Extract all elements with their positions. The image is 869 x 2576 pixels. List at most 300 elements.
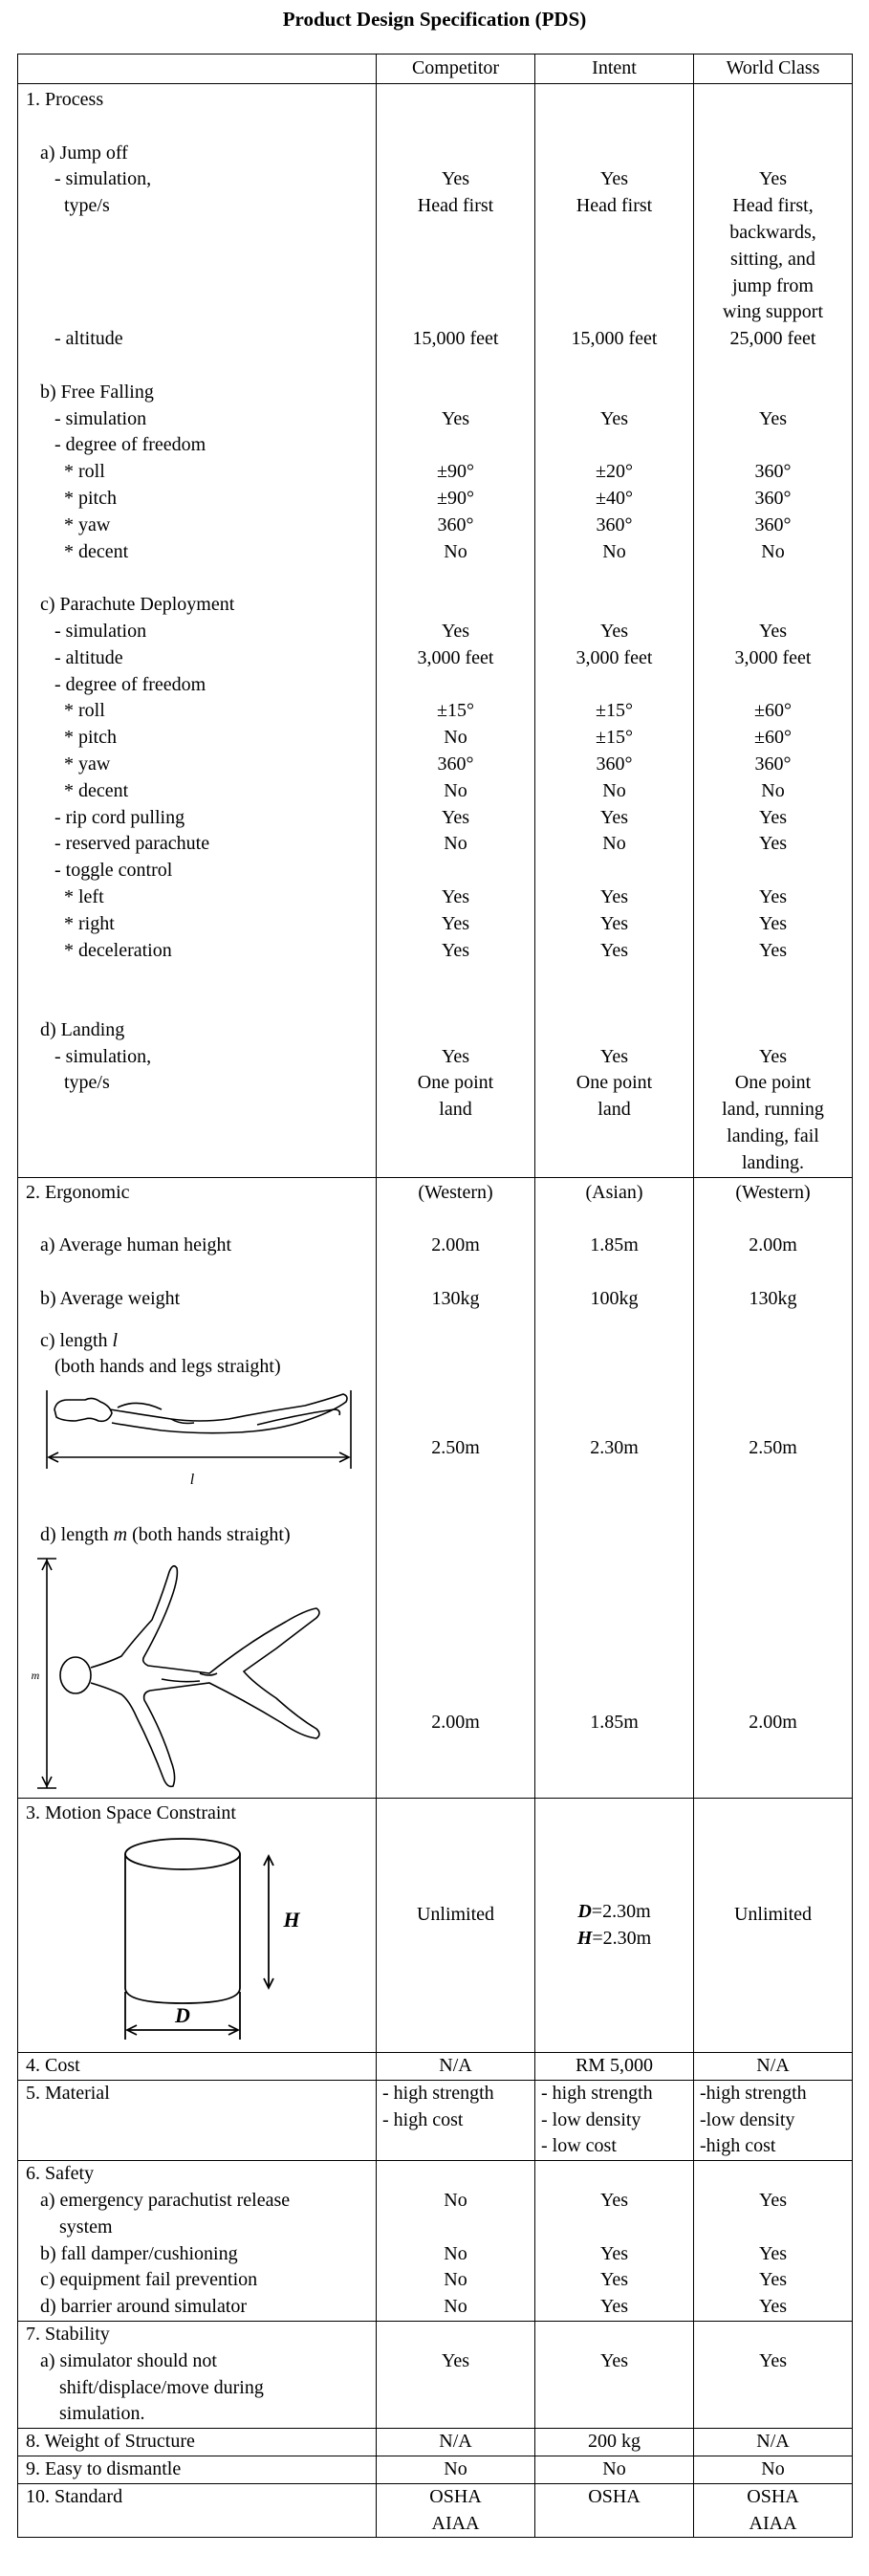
safety-intent: [535, 2161, 693, 2321]
material-row: [18, 2080, 853, 2160]
ergonomic-weight-label: b) Average weight: [26, 1287, 181, 1309]
process-intent-values-line: 3,000 feet: [576, 646, 653, 668]
process-competitor-values-line: [377, 432, 534, 459]
process-intent-values-line: Yes: [599, 939, 629, 961]
process-world-values-line: 3,000 feet: [734, 646, 812, 668]
process-competitor-values-line: Yes: [441, 407, 470, 429]
process-labels-line: - degree of freedom: [26, 673, 206, 695]
process-competitor-values-line: No: [444, 540, 467, 562]
process-world-values-line: ±60°: [754, 727, 792, 749]
spread-person-figure: [18, 1549, 377, 1798]
process-competitor-values-line: ±15°: [437, 700, 474, 722]
motion-world-cell: [694, 1799, 853, 2053]
safety-world-line: [694, 2215, 852, 2241]
weight-structure-competitor: N/A: [439, 2431, 472, 2453]
ergonomic-intent-group: (Asian): [585, 1181, 643, 1203]
cost-competitor: N/A: [439, 2055, 472, 2077]
ergonomic-competitor-length-l: 2.50m: [431, 1436, 480, 1458]
process-competitor-values-line: [377, 858, 534, 884]
stability-intent-line: [535, 2401, 693, 2428]
motion-label-cell: [18, 1799, 377, 2053]
ergonomic-world-cell: [694, 1177, 853, 1798]
stability-competitor-line: Yes: [441, 2349, 470, 2371]
process-world-values-line: landing.: [742, 1151, 804, 1173]
weight-structure-intent: 200 kg: [588, 2431, 641, 2453]
process-competitor-values-line: Head first: [417, 195, 494, 217]
stability-world: [694, 2322, 852, 2428]
process-competitor-values-line: Yes: [441, 1045, 470, 1067]
process-labels-line: c) Parachute Deployment: [26, 594, 235, 616]
safety-world-line: Yes: [758, 2269, 788, 2291]
process-intent-values-line: Yes: [599, 620, 629, 642]
process-world-values-line: Head first,: [732, 195, 814, 217]
process-world-values-line: No: [761, 540, 785, 562]
safety-labels: [18, 2161, 376, 2321]
process-world-values-line: [694, 432, 852, 459]
dismantle-row: [18, 2456, 853, 2484]
ergonomic-world-group: (Western): [735, 1181, 811, 1203]
process-intent-values-line: [535, 220, 693, 247]
cost-world: N/A: [756, 2055, 790, 2077]
material-world-line: -high strength: [700, 2082, 807, 2104]
motion-intent-h: H=2.30m: [576, 1927, 652, 1949]
process-world-values-line: Yes: [758, 939, 788, 961]
process-labels-line: - altitude: [26, 328, 123, 350]
process-world-values-line: landing, fail: [727, 1125, 819, 1147]
process-world-values-line: [694, 353, 852, 380]
process-world-values-line: One point: [734, 1072, 812, 1094]
stability-competitor-line: [377, 2375, 534, 2402]
process-world-values: [694, 87, 852, 1177]
process-labels-line: [26, 220, 376, 247]
length-m-variable: m: [113, 1524, 128, 1546]
process-competitor-values-line: Yes: [441, 885, 470, 907]
ergonomic-row: [18, 1177, 853, 1798]
process-intent-values-line: 360°: [596, 513, 633, 535]
process-labels-line: a) Jump off: [26, 142, 128, 164]
safety-competitor-line: [377, 2215, 534, 2241]
process-labels-line: * decent: [26, 779, 129, 801]
process-competitor-values-line: [377, 299, 534, 326]
process-competitor-values-line: [377, 592, 534, 619]
process-competitor-values-line: [377, 1017, 534, 1044]
process-competitor-values-line: 360°: [437, 753, 474, 775]
process-world-values-line: 360°: [754, 513, 792, 535]
process-labels-line: [26, 114, 376, 141]
process-world-values-line: [694, 565, 852, 592]
process-world-values-line: sitting, and: [730, 248, 815, 270]
process-label-cell: [18, 84, 377, 1178]
process-world-values-line: No: [761, 779, 785, 801]
process-intent-values-line: [535, 1124, 693, 1150]
standard-row: [18, 2483, 853, 2538]
process-competitor-values-line: land: [439, 1099, 472, 1121]
process-intent-values-line: [535, 964, 693, 991]
process-intent-values-line: 360°: [596, 753, 633, 775]
process-intent-values-line: [535, 592, 693, 619]
standard-intent: [535, 2484, 693, 2511]
weight-structure-world: N/A: [756, 2431, 790, 2453]
process-competitor-values-line: [377, 247, 534, 273]
process-competitor-values-line: Yes: [441, 939, 470, 961]
stability-intent: [535, 2322, 693, 2428]
process-world-values-line: [694, 592, 852, 619]
cylinder-figure: [18, 1827, 377, 2047]
process-intent-values-line: [535, 991, 693, 1017]
process-world-values-line: Yes: [758, 407, 788, 429]
process-labels-line: * pitch: [26, 487, 117, 509]
process-competitor-values-line: Yes: [441, 168, 470, 190]
process-labels-line: [26, 247, 376, 273]
dismantle-intent: No: [602, 2458, 626, 2479]
safety-labels-line: c) equipment fail prevention: [26, 2269, 258, 2291]
stability-labels-line: 7. Stability: [26, 2324, 110, 2346]
process-world-values-line: [694, 672, 852, 699]
process-intent-values-line: Yes: [599, 168, 629, 190]
stability-world-line: [694, 2375, 852, 2402]
process-competitor-values-line: [377, 353, 534, 380]
process-labels-line: - rip cord pulling: [26, 806, 185, 828]
process-competitor-values-line: [377, 273, 534, 300]
dismantle-competitor: No: [444, 2458, 467, 2479]
safety-competitor-line: No: [444, 2296, 467, 2318]
process-world-values-line: Yes: [758, 912, 788, 934]
process-competitor-values-line: Yes: [441, 806, 470, 828]
stability-competitor-line: [377, 2401, 534, 2428]
length-l-variable: l: [112, 1329, 119, 1351]
process-intent-values-line: 15,000 feet: [571, 328, 658, 350]
process-labels-line: - altitude: [26, 646, 123, 668]
material-world-line: -high cost: [700, 2135, 776, 2157]
process-labels-line: d) Landing: [26, 1018, 125, 1040]
process-labels-line: * decent: [26, 540, 129, 562]
process-competitor-values-line: No: [444, 833, 467, 855]
process-labels: [18, 87, 376, 1150]
ergonomic-world-height: 2.00m: [749, 1234, 797, 1256]
standard-label: 10. Standard: [26, 2485, 123, 2507]
process-labels-line: 1. Process: [26, 89, 104, 110]
material-world: [694, 2081, 852, 2160]
material-world-line: -low density: [700, 2108, 795, 2130]
process-competitor-values-line: 15,000 feet: [412, 328, 499, 350]
process-competitor-values-line: 3,000 feet: [417, 646, 494, 668]
process-competitor-values-line: ±90°: [437, 487, 474, 509]
cylinder-height-label: H: [283, 1907, 300, 1932]
process-labels-line: type/s: [26, 195, 110, 217]
process-intent-values-line: One point: [576, 1072, 653, 1094]
ergonomic-length-l-label: c) length l: [26, 1329, 119, 1351]
ergonomic-competitor-group: (Western): [418, 1181, 493, 1203]
process-intent-values-line: [535, 273, 693, 300]
safety-world-line: [694, 2161, 852, 2188]
safety-world-line: Yes: [758, 2242, 788, 2264]
process-labels-line: [26, 353, 376, 380]
standard-competitor-line: OSHA: [429, 2485, 482, 2507]
safety-competitor-line: [377, 2161, 534, 2188]
ergonomic-height-label: a) Average human height: [26, 1234, 232, 1256]
cost-label: 4. Cost: [26, 2055, 80, 2077]
process-competitor-cell: [377, 84, 535, 1178]
safety-competitor: [377, 2161, 534, 2321]
safety-world: [694, 2161, 852, 2321]
process-world-values-line: [694, 858, 852, 884]
ergonomic-length-l-sublabel: (both hands and legs straight): [26, 1356, 281, 1378]
document-title: Product Design Specification (PDS): [282, 8, 587, 31]
process-labels-line: [26, 299, 376, 326]
process-intent-values-line: [535, 87, 693, 114]
process-intent-values-line: [535, 353, 693, 380]
ergonomic-intent-cell: [535, 1177, 694, 1798]
motion-heading: 3. Motion Space Constraint: [26, 1802, 236, 1824]
process-intent-values-line: ±15°: [596, 700, 633, 722]
motion-competitor-cell: [377, 1799, 535, 2053]
process-world-values-line: Yes: [758, 833, 788, 855]
process-world-values-line: land, running: [722, 1099, 824, 1121]
material-intent: [535, 2081, 693, 2160]
process-intent-values-line: Yes: [599, 407, 629, 429]
safety-competitor-line: No: [444, 2190, 467, 2212]
weight-structure-label: 8. Weight of Structure: [26, 2431, 195, 2453]
process-competitor-values-line: [377, 672, 534, 699]
process-competitor-values-line: ±90°: [437, 461, 474, 483]
process-competitor-values-line: [377, 565, 534, 592]
process-competitor-values-line: One point: [417, 1072, 494, 1094]
material-competitor: [377, 2081, 534, 2134]
material-intent-line: - low cost: [541, 2135, 617, 2157]
process-competitor-values: [377, 87, 534, 1150]
process-labels-line: [26, 1124, 376, 1150]
process-intent-values-line: Yes: [599, 1045, 629, 1067]
process-competitor-values-line: [377, 114, 534, 141]
process-intent-values-line: No: [602, 540, 626, 562]
safety-world-line: Yes: [758, 2190, 788, 2212]
ergonomic-world-length-l: 2.50m: [749, 1436, 797, 1458]
motion-intent-cell: [535, 1799, 694, 2053]
process-labels-line: - simulation: [26, 407, 147, 429]
standard-intent-line: OSHA: [588, 2485, 641, 2507]
header-world-class: World Class: [694, 55, 853, 84]
process-labels-line: * right: [26, 912, 115, 934]
process-intent-values-line: [535, 114, 693, 141]
process-intent-values-line: Yes: [599, 885, 629, 907]
stability-competitor: [377, 2322, 534, 2428]
stability-intent-line: [535, 2375, 693, 2402]
cylinder-diameter-label: D: [175, 2002, 190, 2027]
process-labels-line: * pitch: [26, 727, 117, 749]
standard-world-line: OSHA: [747, 2485, 799, 2507]
process-intent-values-line: ±15°: [596, 727, 633, 749]
process-intent-values-line: [535, 380, 693, 406]
process-labels-line: - simulation,: [26, 168, 152, 190]
header-intent: Intent: [535, 55, 694, 84]
standard-competitor: [377, 2484, 534, 2538]
process-intent-values-line: Yes: [599, 806, 629, 828]
process-labels-line: * yaw: [26, 753, 111, 775]
process-intent-values: [535, 87, 693, 1150]
process-intent-values-line: No: [602, 779, 626, 801]
process-world-values-line: [694, 991, 852, 1017]
process-world-values-line: [694, 1017, 852, 1044]
ergonomic-intent-length-l: 2.30m: [590, 1436, 639, 1458]
process-labels-line: type/s: [26, 1072, 110, 1094]
dismantle-label: 9. Easy to dismantle: [26, 2458, 182, 2479]
ergonomic-intent-length-m: 1.85m: [590, 1712, 639, 1734]
ergonomic-competitor-cell: [377, 1177, 535, 1798]
figure-l-label: l: [189, 1472, 195, 1489]
stability-labels: [18, 2322, 376, 2428]
process-labels-line: * roll: [26, 700, 105, 722]
process-intent-values-line: [535, 141, 693, 167]
process-labels-line: - toggle control: [26, 860, 173, 882]
safety-intent-line: [535, 2161, 693, 2188]
safety-intent-line: [535, 2215, 693, 2241]
cost-intent: RM 5,000: [575, 2055, 654, 2077]
standard-world: [694, 2484, 852, 2538]
ergonomic-heading: 2. Ergonomic: [26, 1181, 130, 1203]
process-labels-line: b) Free Falling: [26, 381, 154, 403]
process-intent-values-line: [535, 565, 693, 592]
safety-intent-line: Yes: [599, 2242, 629, 2264]
ergonomic-label-cell: [18, 1177, 377, 1798]
safety-intent-line: Yes: [599, 2269, 629, 2291]
process-world-values-line: Yes: [758, 885, 788, 907]
safety-labels-line: a) emergency parachutist release: [26, 2190, 291, 2212]
safety-intent-line: Yes: [599, 2296, 629, 2318]
lying-person-figure: [18, 1381, 377, 1494]
process-competitor-values-line: [377, 141, 534, 167]
process-intent-values-line: [535, 247, 693, 273]
process-labels-line: - simulation,: [26, 1045, 152, 1067]
process-intent-values-line: [535, 432, 693, 459]
process-intent-values-line: No: [602, 833, 626, 855]
process-intent-values-line: ±20°: [596, 461, 633, 483]
process-labels-line: - reserved parachute: [26, 833, 210, 855]
safety-labels-line: system: [26, 2216, 113, 2238]
process-world-values-line: 25,000 feet: [729, 328, 816, 350]
process-competitor-values-line: [377, 220, 534, 247]
ergonomic-world-weight: 130kg: [749, 1287, 797, 1309]
cost-row: [18, 2053, 853, 2081]
process-world-values-line: [694, 87, 852, 114]
process-intent-values-line: [535, 1017, 693, 1044]
process-world-values-line: jump from: [732, 274, 814, 296]
ergonomic-competitor-length-m: 2.00m: [431, 1712, 480, 1734]
material-intent-line: - low density: [541, 2108, 641, 2130]
motion-competitor-value: Unlimited: [416, 1903, 495, 1925]
process-world-values-line: wing support: [723, 301, 823, 323]
header-row: [18, 55, 853, 84]
stability-labels-line: simulation.: [26, 2403, 145, 2425]
material-competitor-line: - high cost: [382, 2108, 464, 2130]
process-labels-line: * deceleration: [26, 939, 172, 961]
safety-row: [18, 2161, 853, 2322]
process-competitor-values-line: [377, 1124, 534, 1150]
standard-world-line: AIAA: [749, 2512, 797, 2534]
pds-table: [17, 54, 853, 2538]
process-intent-cell: [535, 84, 694, 1178]
motion-world-value: Unlimited: [733, 1903, 813, 1925]
weight-structure-row: [18, 2429, 853, 2456]
stability-intent-line: [535, 2322, 693, 2348]
process-competitor-values-line: 360°: [437, 513, 474, 535]
safety-competitor-line: No: [444, 2242, 467, 2264]
stability-world-line: Yes: [758, 2349, 788, 2371]
safety-intent-line: Yes: [599, 2190, 629, 2212]
safety-labels-line: d) barrier around simulator: [26, 2296, 248, 2318]
process-labels-line: [26, 1097, 376, 1124]
process-competitor-values-line: Yes: [441, 912, 470, 934]
process-world-values-line: 360°: [754, 461, 792, 483]
dismantle-world: No: [761, 2458, 785, 2479]
ergonomic-competitor-height: 2.00m: [431, 1234, 480, 1256]
stability-labels-line: shift/displace/move during: [26, 2376, 264, 2398]
process-intent-values-line: Yes: [599, 912, 629, 934]
process-competitor-values-line: Yes: [441, 620, 470, 642]
stability-world-line: [694, 2401, 852, 2428]
ergonomic-intent-weight: 100kg: [590, 1287, 639, 1309]
process-competitor-values-line: [377, 87, 534, 114]
process-world-values-line: Yes: [758, 620, 788, 642]
process-row: [18, 84, 853, 1178]
process-competitor-values-line: [377, 964, 534, 991]
process-labels-line: [26, 964, 376, 991]
process-labels-line: - degree of freedom: [26, 434, 206, 456]
process-world-values-line: Yes: [758, 1045, 788, 1067]
header-blank: [18, 55, 377, 84]
safety-competitor-line: No: [444, 2269, 467, 2291]
safety-labels-line: 6. Safety: [26, 2163, 95, 2185]
process-competitor-values-line: [377, 380, 534, 406]
process-world-values-line: Yes: [758, 806, 788, 828]
process-intent-values-line: ±40°: [596, 487, 633, 509]
process-intent-values-line: [535, 672, 693, 699]
process-intent-values-line: [535, 858, 693, 884]
material-competitor-line: - high strength: [382, 2082, 494, 2104]
stability-intent-line: Yes: [599, 2349, 629, 2371]
process-labels-line: - simulation: [26, 620, 147, 642]
stability-world-line: [694, 2322, 852, 2348]
material-intent-line: - high strength: [541, 2082, 653, 2104]
process-labels-line: [26, 273, 376, 300]
process-world-values-line: ±60°: [754, 700, 792, 722]
stability-row: [18, 2322, 853, 2429]
safety-world-line: Yes: [758, 2296, 788, 2318]
process-world-values-line: [694, 141, 852, 167]
process-competitor-values-line: [377, 991, 534, 1017]
process-world-values-line: 360°: [754, 487, 792, 509]
process-labels-line: * left: [26, 885, 104, 907]
process-world-values-line: 360°: [754, 753, 792, 775]
ergonomic-competitor-weight: 130kg: [431, 1287, 480, 1309]
ergonomic-world-length-m: 2.00m: [749, 1712, 797, 1734]
motion-intent-d: D=2.30m: [577, 1900, 651, 1922]
safety-labels-line: b) fall damper/cushioning: [26, 2242, 238, 2264]
ergonomic-intent-height: 1.85m: [590, 1234, 639, 1256]
process-labels-line: * roll: [26, 461, 105, 483]
stability-competitor-line: [377, 2322, 534, 2348]
ergonomic-length-m-label: d) length m (both hands straight): [26, 1524, 291, 1546]
process-competitor-values-line: No: [444, 779, 467, 801]
process-labels-line: [26, 991, 376, 1017]
material-label: 5. Material: [26, 2082, 110, 2104]
motion-row: [18, 1799, 853, 2053]
process-world-cell: [694, 84, 853, 1178]
process-labels-line: [26, 565, 376, 592]
process-world-values-line: backwards,: [729, 221, 816, 243]
standard-competitor-line: AIAA: [431, 2512, 480, 2534]
process-world-values-line: [694, 114, 852, 141]
process-intent-values-line: [535, 299, 693, 326]
